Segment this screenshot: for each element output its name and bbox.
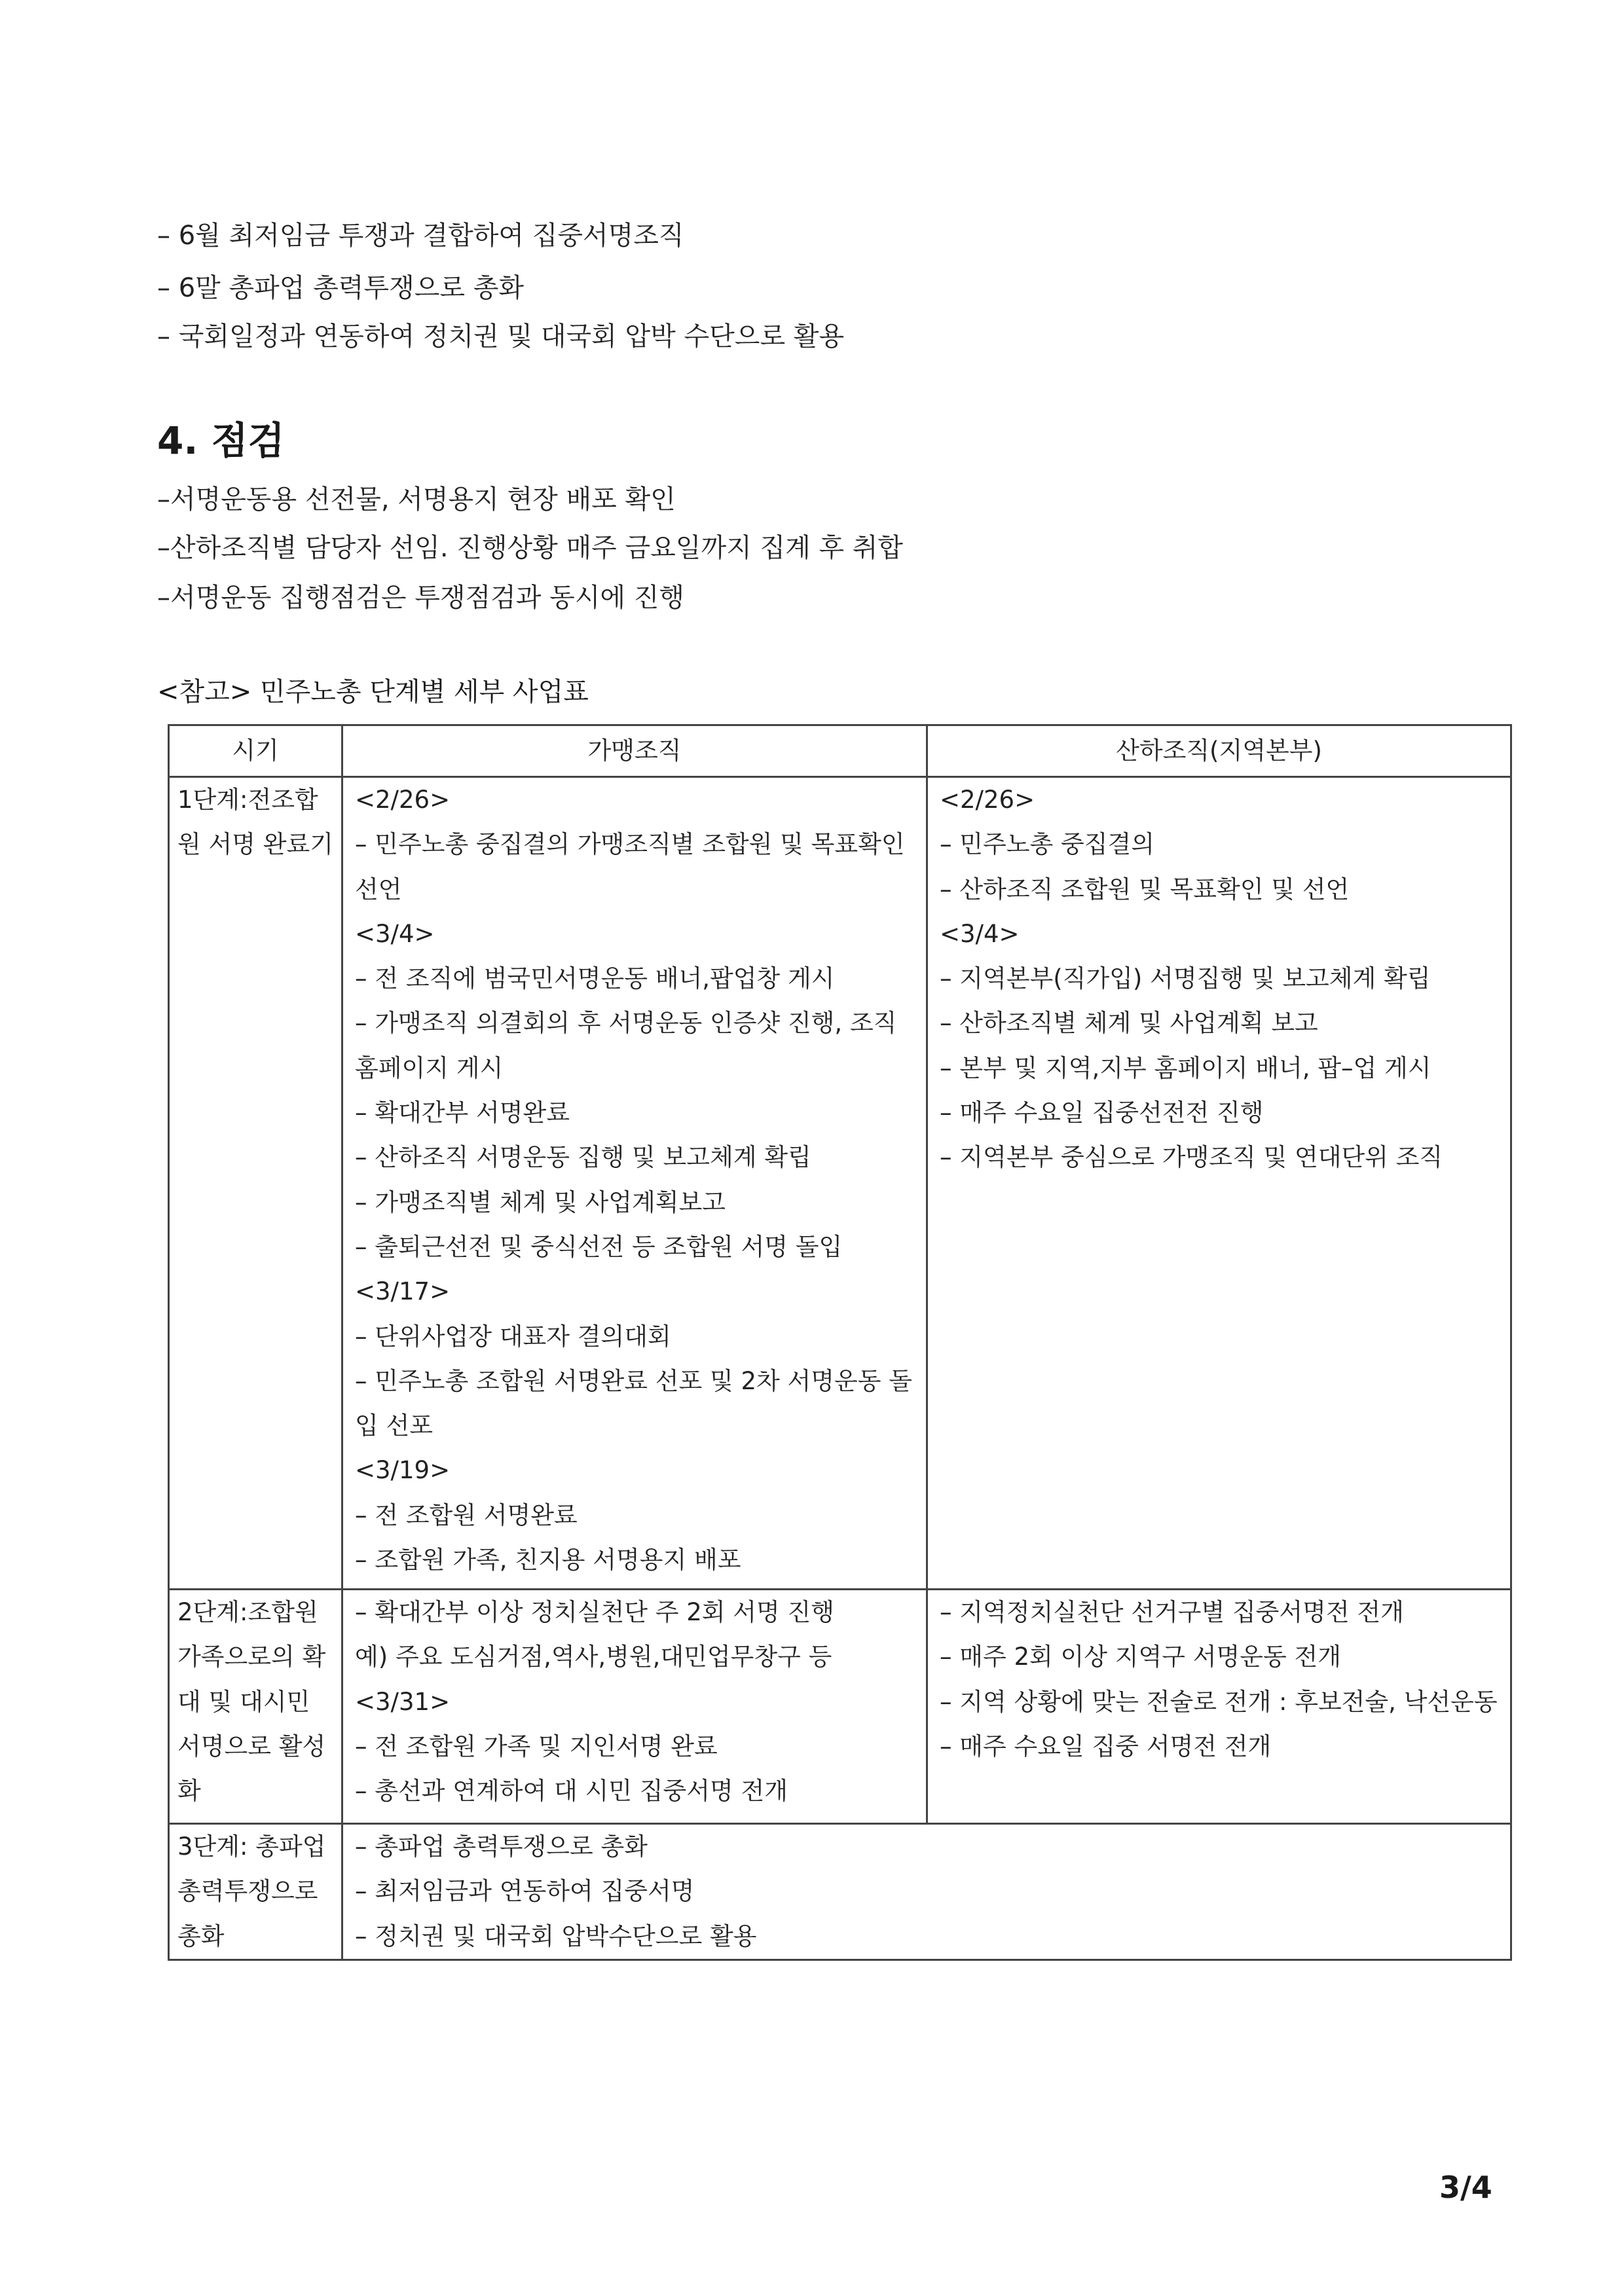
list-item: – 가맹조직별 체계 및 사업계획보고	[355, 1188, 726, 1216]
intro-line: – 6월 최저임금 투쟁과 결합하여 집중서명조직	[157, 221, 684, 251]
list-item: – 확대간부 서명완료	[355, 1099, 570, 1127]
section-line: –서명운동용 선전물, 서명용지 현장 배포 확인	[157, 484, 676, 515]
list-item: – 전 조합원 서명완료	[355, 1501, 578, 1529]
list-item: – 지역본부(직가입) 서명집행 및 보고체계 확립	[940, 964, 1431, 993]
list-item: <3/19>	[355, 1456, 451, 1485]
list-item: – 민주노총 조합원 서명완료 선포 및 2차 서명운동 돌입 선포	[355, 1366, 912, 1440]
list-item: <3/17>	[355, 1277, 451, 1306]
phase-cell: 2단계:조합원 가족으로의 확대 및 대시민 서명으로 활성화	[169, 1590, 342, 1824]
list-item: <3/31>	[355, 1687, 451, 1716]
list-item: – 매주 수요일 집중선전전 진행	[940, 1099, 1264, 1127]
list-item: – 출퇴근선전 및 중식선전 등 조합원 서명 돌입	[355, 1232, 843, 1261]
list-item: 예) 주요 도심거점,역사,병원,대민업무창구 등	[355, 1643, 832, 1671]
intro-line: – 국회일정과 연동하여 정치권 및 대국회 압박 수단으로 활용	[157, 321, 845, 352]
page-number: 3/4	[1439, 2170, 1492, 2205]
list-item: – 지역 상황에 맞는 전술로 전개 : 후보전술, 낙선운동	[940, 1687, 1498, 1716]
list-item: – 매주 2회 이상 지역구 서명운동 전개	[940, 1643, 1341, 1671]
list-item: – 총파업 총력투쟁으로 총화	[355, 1832, 648, 1861]
section-line: –서명운동 집행점검은 투쟁점검과 동시에 진행	[157, 583, 685, 613]
list-item: – 산하조직 조합원 및 목표확인 및 선언	[940, 875, 1350, 903]
list-item: – 지역본부 중심으로 가맹조직 및 연대단위 조직	[940, 1143, 1443, 1172]
list-item: – 민주노총 중집결의	[940, 830, 1154, 859]
section-line: –산하조직별 담당자 선임. 진행상황 매주 금요일까지 집계 후 취합	[157, 533, 904, 563]
list-item: – 정치권 및 대국회 압박수단으로 활용	[355, 1922, 757, 1950]
list-item: – 지역정치실천단 선거구별 집중서명전 전개	[940, 1598, 1404, 1626]
list-item: – 총선과 연계하여 대 시민 집중서명 전개	[355, 1777, 788, 1806]
table-caption: <참고> 민주노총 단계별 세부 사업표	[157, 677, 589, 707]
phase-cell: 1단계:전조합원 서명 완료기	[169, 777, 342, 1590]
list-item: – 가맹조직 의결회의 후 서명운동 인증샷 진행, 조직홈페이지 게시	[355, 1009, 897, 1082]
list-item: – 산하조직 서명운동 집행 및 보고체계 확립	[355, 1143, 811, 1172]
affiliates-cell	[342, 1590, 927, 1824]
list-item: – 산하조직별 체계 및 사업계획 보고	[940, 1009, 1318, 1038]
combined-cell	[342, 1824, 1511, 1960]
list-item: <3/4>	[355, 919, 435, 948]
list-item: – 조합원 가족, 친지용 서명용지 배포	[355, 1546, 741, 1575]
table-header-row	[169, 725, 1511, 777]
header-period: 시기	[169, 725, 342, 777]
section-heading: 4. 점검	[157, 418, 285, 463]
phase-plan-table	[168, 724, 1512, 1961]
regions-cell	[927, 777, 1511, 1590]
list-item: – 최저임금과 연동하여 집중서명	[355, 1877, 695, 1906]
affiliates-cell	[342, 777, 927, 1590]
list-item: – 매주 수요일 집중 서명전 전개	[940, 1732, 1272, 1760]
list-item: <2/26>	[355, 786, 451, 814]
list-item: – 전 조직에 범국민서명운동 배너,팝업창 게시	[355, 964, 835, 993]
intro-line: – 6말 총파업 총력투쟁으로 총화	[157, 273, 524, 303]
table-row	[169, 1824, 1511, 1960]
table-row	[169, 1590, 1511, 1824]
phase-cell: 3단계: 총파업 총력투쟁으로 총화	[169, 1824, 342, 1960]
list-item: <2/26>	[940, 786, 1035, 814]
list-item: – 전 조합원 가족 및 지인서명 완료	[355, 1732, 718, 1760]
header-regions: 산하조직(지역본부)	[927, 725, 1511, 777]
list-item: – 단위사업장 대표자 결의대회	[355, 1322, 671, 1351]
list-item: – 확대간부 이상 정치실천단 주 2회 서명 진행	[355, 1598, 834, 1626]
list-item: – 본부 및 지역,지부 홈페이지 배너, 팝–업 게시	[940, 1053, 1431, 1082]
list-item: <3/4>	[940, 919, 1020, 948]
table-row	[169, 777, 1511, 1590]
header-affiliates: 가맹조직	[342, 725, 927, 777]
regions-cell	[927, 1590, 1511, 1824]
list-item: – 민주노총 중집결의 가맹조직별 조합원 및 목표확인 선언	[355, 830, 905, 903]
